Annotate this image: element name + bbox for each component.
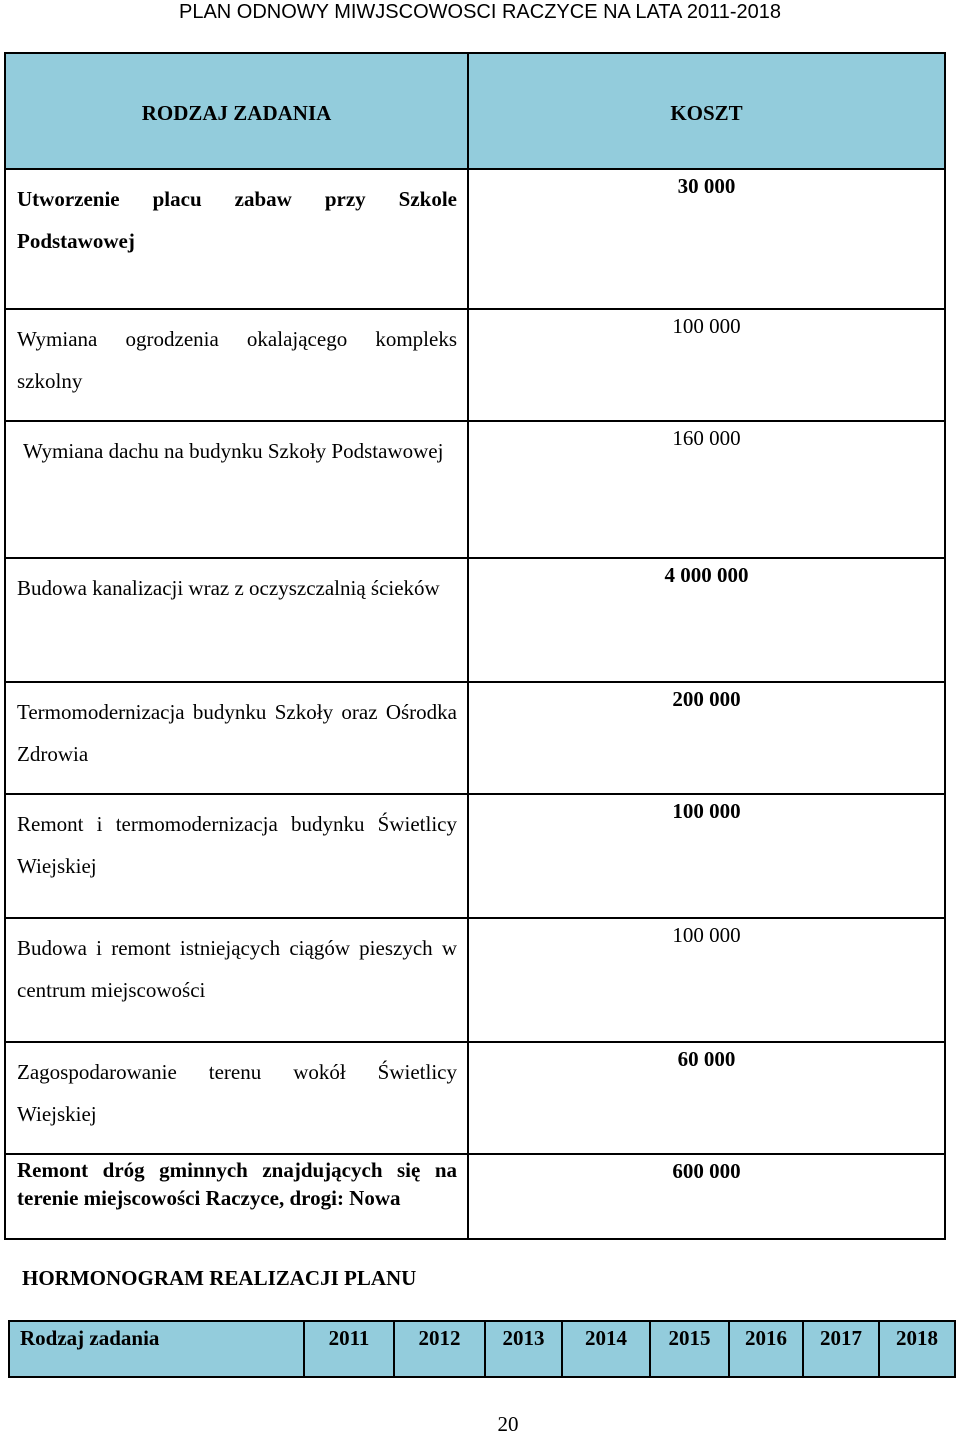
table-row: [5, 421, 945, 558]
cost-cell: 100 000: [468, 918, 945, 1042]
cost-table-header-row: [5, 53, 945, 169]
table-row: [5, 309, 945, 421]
cost-cell: 100 000: [468, 794, 945, 918]
year-cell-2018: 2018: [879, 1321, 955, 1377]
year-cell-2015: 2015: [650, 1321, 729, 1377]
year-cell-2016: 2016: [729, 1321, 803, 1377]
cost-cell: 160 000: [468, 421, 945, 558]
task-cell: Remont i termomodernizacja budynku Świetlicy Wiejskiej: [5, 794, 468, 918]
task-cell: Zagospodarowanie terenu wokół Świetlicy Wiejskiej: [5, 1042, 468, 1154]
task-cell: Budowa kanalizacji wraz z oczyszczalnią ścieków: [5, 558, 468, 682]
task-cell: Budowa i remont istniejących ciągów pieszych w centrum miejscowości: [5, 918, 468, 1042]
cost-table: [4, 52, 946, 1240]
cost-cell: 4 000 000: [468, 558, 945, 682]
cost-cell: 30 000: [468, 169, 945, 309]
table-row: [5, 682, 945, 794]
task-cell: Remont dróg gminnych znajdujących się na terenie miejscowości Raczyce, drogi: Nowa: [5, 1154, 468, 1239]
task-cell: Utworzenie placu zabaw przy Szkole Podstawowej: [5, 169, 468, 309]
schedule-table: [8, 1320, 956, 1378]
cost-cell: 100 000: [468, 309, 945, 421]
table-row: [5, 169, 945, 309]
schedule-heading: HORMONOGRAM REALIZACJI PLANU: [22, 1266, 417, 1290]
year-cell-2012: 2012: [394, 1321, 485, 1377]
cost-cell: 60 000: [468, 1042, 945, 1154]
column-header-cost: KOSZT: [468, 53, 945, 169]
table-row: [5, 558, 945, 682]
column-header-task: RODZAJ ZADANIA: [5, 53, 468, 169]
page-header-title: PLAN ODNOWY MIWJSCOWOSCI RACZYCE NA LATA 2011-2018: [178, 1, 781, 23]
year-cell-2014: 2014: [562, 1321, 650, 1377]
table-row: [5, 1154, 945, 1239]
year-cell-2011: 2011: [304, 1321, 394, 1377]
page-number: 20: [497, 1412, 519, 1436]
schedule-header-row: [9, 1321, 955, 1377]
year-cell-2013: 2013: [485, 1321, 562, 1377]
schedule-label-cell: Rodzaj zadania: [9, 1321, 304, 1377]
table-row: [5, 1042, 945, 1154]
task-cell: Wymiana ogrodzenia okalającego kompleks szkolny: [5, 309, 468, 421]
cost-cell: 600 000: [468, 1154, 945, 1239]
cost-cell: 200 000: [468, 682, 945, 794]
table-row: [5, 918, 945, 1042]
year-cell-2017: 2017: [803, 1321, 879, 1377]
task-cell: Wymiana dachu na budynku Szkoły Podstawowej: [5, 421, 468, 558]
table-row: [5, 794, 945, 918]
task-cell: Termomodernizacja budynku Szkoły oraz Ośrodka Zdrowia: [5, 682, 468, 794]
